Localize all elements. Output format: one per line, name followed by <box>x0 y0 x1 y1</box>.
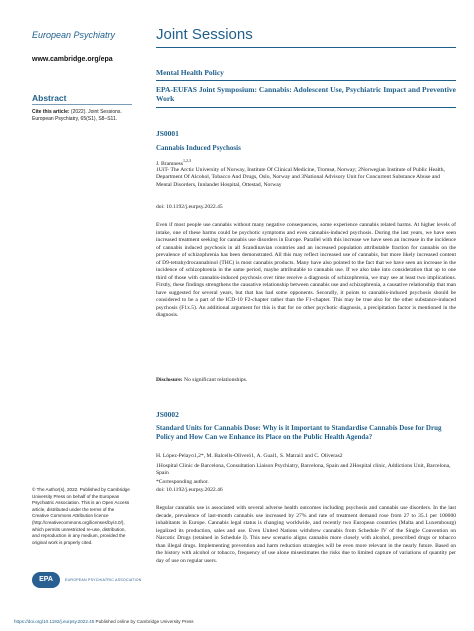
cite-block <box>32 109 136 123</box>
epa-logo-mark: EPA <box>32 572 60 588</box>
page-footer <box>14 619 194 624</box>
abstract-divider <box>32 104 132 105</box>
disclosure-label: Disclosure: <box>156 377 183 383</box>
header-divider <box>156 47 456 48</box>
sidebar <box>0 0 142 631</box>
paper-body: Even if most people use cannabis without many negative consequences, some experience cannabis related harms. At higher levels of intake, one of these harms could be psychotic symptoms and even cannabis-induced psychosis. During the last years, we have seen increased treatment seeking for cannabis use disorders in Europe. Parallel with this increase we have seen an increase in the incidence of cannabis induced psychosis in all Scandinavian countries and an increased population attributable fraction for cannabis on the prevalence of schizophrenia has been demonstrated. All this may reflect increased use of cannabis, but more likely increased content of D9-tetrahydrocannabinol (THC) is most cannabis products. Many have also pointed to the fact that we have seen an increase in the incidence of schizophrenia in the same period, maybe attributable to cannabis use. If we also take into consideration that up to one third of those with cannabis-induced psychosis over time receive a diagnosis of schizophrenia, we may see at least two implications. Firstly, these findings strengthens the causative relationship between cannabis use and schizophrenia, a causative relationship that man have suggested for several years, but that has had some opponents. Secondly, it points to cannabis-induced psychosis should be considered to be a part of the ICD-10 F2-chapter rather than the F1-chapter. This may be true also for the other substance-induced psychosis (F1x.5). An additional argument for this is that for no other psychotic diagnosis, a precipitation factor is mentioned in the diagnosis. <box>156 222 456 318</box>
paper-authors: H. López-Pelayo1,2*, M. Balcells-Oliveró1, A. Gual1, S. Matrai1 and C. Oliveras2 <box>156 453 343 459</box>
copyright-notice: © The Author(s), 2022. Published by Cambridge University Press on behalf of the European Psychiatric Association. This is an Open Access article, distributed under the terms of the Creative Commons Attribution licence (http://creativecommons.org/licenses/by/4.0/), which permits unrestricted re-use, distribution, and reproduction in any medium, provided the original work is properly cited. <box>32 487 130 545</box>
symposium-title: EPA-EUFAS Joint Symposium: Cannabis: Adolescent Use, Psychiatric Impact and Preventive Work <box>156 85 456 103</box>
journal-website[interactable]: www.cambridge.org/epa <box>32 56 113 63</box>
paper-disclosure <box>156 377 456 383</box>
paper-doi[interactable]: doi: 10.1192/j.eurpsy.2022.45 <box>156 204 223 210</box>
paper-affiliation: 1UiT- The Arctic University of Norway, Institute Of Clinical Medicine, Tromsø, Norway; 2Norwegian Institute of Public Health, Department Of Alcohol, Tobacco And Drugs, Oslo, Norway and 3National Advisory Unit for Concurrent Substance Abuse and Mental Disorders, Innlandet Hospital, Ottestad, Norway <box>156 167 445 188</box>
author-name: J. Bramness <box>156 160 184 167</box>
doi-link[interactable]: https://doi.org/10.1192/j.eurpsy.2022.45 <box>14 619 95 624</box>
epa-logo <box>32 572 142 588</box>
footer-text: Published online by Cambridge University Press <box>94 619 194 624</box>
epa-logo-text: EUROPEAN PSYCHIATRIC ASSOCIATION <box>65 578 142 582</box>
journal-name: European Psychiatry <box>32 30 116 40</box>
cite-text: (2022). Joint Sessions. European Psychiatry, 65(S1), S8–S11. <box>32 109 122 122</box>
corresponding-author: *Corresponding author. <box>156 479 209 485</box>
paper-code: JS0001 <box>156 129 179 138</box>
disclosure-text: No significant relationships. <box>184 377 248 383</box>
symposium-divider <box>156 107 456 108</box>
paper-title: Cannabis Induced Psychosis <box>156 144 241 152</box>
paper-title: Standard Units for Cannabis Dose: Why is it Important to Standardise Cannabis Dose for Drug Policy and How Can we Enhance its Place on the Public Health Agenda? <box>156 424 442 441</box>
cite-label: Cite this article: <box>32 109 70 115</box>
abstract-heading: Abstract <box>32 93 67 103</box>
page-title: Joint Sessions <box>156 26 253 43</box>
section-heading: Mental Health Policy <box>156 68 224 77</box>
paper-body: Regular cannabis use is associated with several adverse health outcomes including psychosis and cannabis use disorders. In the last decade, prevalence of last-month cannabis use increased by 27% and rate of treatment demand rose from 27 to 35.1 per 100000 inhabitants in Europe. Cannabis legal status is changing worldwide, and recently two European countries (Malta and Luxembourg) legalized its production, sales and use. Even United Nations withdrew cannabis from Schedule IV of the Single Convention on Narcotic Drugs (retained in Schedule I). This new scenario aligns cannabis more closely with alcohol, prescribed drugs or tobacco than illegal drugs. Implementing prevention and harm reduction strategies will be even more relevant in the nearly future. Based on the history with alcohol or tobacco, frequency of use alone misestimates the risks due to limited capture of variations of quantity per day of use on regular users. <box>156 505 456 564</box>
paper-doi[interactable]: doi: 10.1192/j.eurpsy.2022.46 <box>156 487 223 493</box>
author-sup: 1,2,3 <box>183 158 192 163</box>
paper-code: JS0002 <box>156 410 179 419</box>
paper-affiliation: 1Hospital Clinic de Barcelona, Consultation Liaison Psychiatry, Barcelona, Spain and 2Hospital clinic, Addictions Unit, Barcelona, Spain <box>156 463 451 477</box>
section-divider <box>156 80 456 81</box>
